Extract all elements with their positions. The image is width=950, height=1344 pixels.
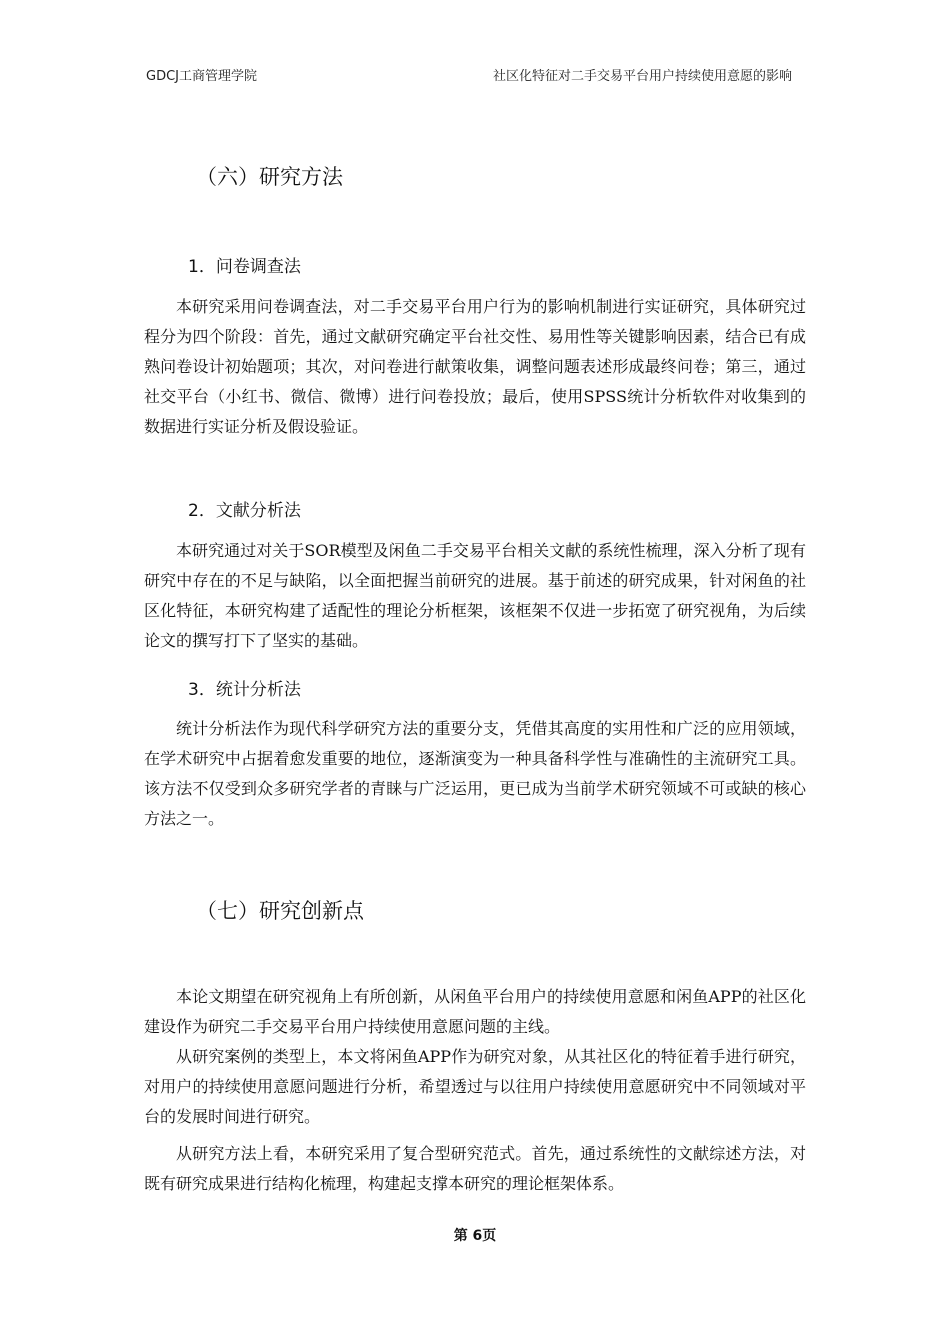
paragraph-innovation-3: 从研究方法上看，本研究采用了复合型研究范式。首先，通过系统性的文献综述方法，对既有研究成果进行结构化梳理，构建起支撑本研究的理论框架体系。	[144, 1144, 806, 1193]
section-heading-innovation: （七）研究创新点	[196, 899, 364, 923]
subheading-literature: 2．文献分析法	[188, 501, 301, 521]
paragraph-survey: 本研究采用问卷调查法，对二手交易平台用户行为的影响机制进行实证研究，具体研究过程分为四个阶段：首先，通过文献研究确定平台社交性、易用性等关键影响因素，结合已有成熟问卷设计初始题项；其次，对问卷进行献策收集，调整问题表述形成最终问卷；第三，通过社交平台（小红书、微信、微博）进行问卷投放；最后，使用SPSS统计分析软件对收集到的数据进行实证分析及假设验证。	[144, 297, 806, 436]
paragraph-innovation-2: 从研究案例的类型上，本文将闲鱼APP作为研究对象，从其社区化的特征着手进行研究，对用户的持续使用意愿问题进行分析，希望透过与以往用户持续使用意愿研究中不同领域对平台的发展时间进行研究。	[144, 1047, 806, 1126]
paragraph-literature: 本研究通过对关于SOR模型及闲鱼二手交易平台相关文献的系统性梳理，深入分析了现有研究中存在的不足与缺陷，以全面把握当前研究的进展。基于前述的研究成果，针对闲鱼的社区化特征，本研究构建了适配性的理论分析框架，该框架不仅进一步拓宽了研究视角，为后续论文的撰写打下了坚实的基础。	[144, 541, 806, 650]
header-thesis-title: 社区化特征对二手交易平台用户持续使用意愿的影响	[492, 69, 792, 84]
subheading-statistics: 3．统计分析法	[188, 680, 301, 700]
paragraph-innovation-1: 本论文期望在研究视角上有所创新，从闲鱼平台用户的持续使用意愿和闲鱼APP的社区化建设作为研究二手交易平台用户持续使用意愿问题的主线。	[144, 987, 806, 1036]
section-heading-methods: （六）研究方法	[196, 165, 343, 189]
subheading-survey: 1．问卷调查法	[188, 257, 301, 277]
header-school-name: GDCJ工商管理学院	[146, 69, 257, 84]
page-number: 第 6页	[453, 1228, 497, 1244]
paragraph-statistics: 统计分析法作为现代科学研究方法的重要分支，凭借其高度的实用性和广泛的应用领域，在学术研究中占据着愈发重要的地位，逐渐演变为一种具备科学性与准确性的主流研究工具。该方法不仅受到众多研究学者的青睐与广泛运用，更已成为当前学术研究领域不可或缺的核心方法之一。	[144, 719, 806, 828]
